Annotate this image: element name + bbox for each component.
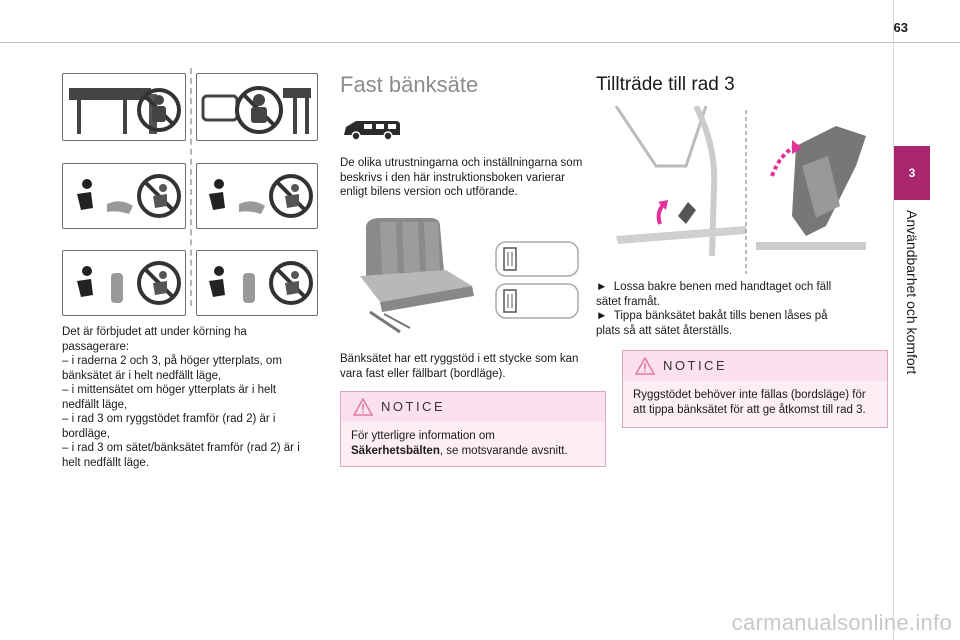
notice-rest: , se motsvarande avsnitt. [439,444,568,457]
passenger-restrictions-text [62,325,324,470]
warning-triangle-icon [353,398,373,416]
folded-seat-forbidden-2 [196,250,318,316]
section-title-fast-bankseate: Fast bänksäte [340,72,479,97]
text-line: – i rad 3 om sätet/bänksätet framför (rad 2) är i [62,442,300,454]
notice-line [351,444,595,459]
flat-seat-forbidden-2 [196,163,318,229]
section-title-tilltrade: Tillträde till rad 3 [596,74,735,95]
table-seat-icon [63,74,185,140]
bullet-arrow-icon: ► [596,310,608,322]
step-line [596,309,886,324]
text-line: – i mittensätet om höger ytterplats är i helt [62,384,277,396]
fast-bankseate-intro [340,156,604,200]
vehicle-version-icon [340,113,404,145]
warning-triangle-icon [635,357,655,375]
text-line: – i raderna 2 och 3, på höger ytterplats, om [62,355,282,367]
text-line: passagerare: [62,340,130,353]
chapter-title-text: Användbarhet och komfort [904,210,920,375]
notice-line: För ytterligre information om [351,430,495,442]
notice-text [623,381,887,425]
notice-header [623,351,887,381]
text-line: Bänksätet har ett ryggstöd i ett stycke som kan [340,353,579,365]
text-line: Det är förbjudet att under körning ha [62,326,247,338]
passenger-forbidden-icon [197,164,317,228]
passenger-forbidden-icon [63,164,185,228]
table-mode-forbidden-right [196,73,318,141]
step-text: Tippa bänksätet bakåt tills benen låses på [613,310,828,322]
header-rule [0,42,960,43]
folded-seat-forbidden-1 [62,250,186,316]
text-line: bänksätet är i helt nedfällt läge, [62,369,222,382]
bullet-arrow-icon: ► [596,281,608,293]
icon-grid-divider [190,68,192,306]
step-line: sätet framåt. [596,295,660,308]
notice-box-seatbelts [340,391,606,467]
notice-header [341,392,605,422]
passenger-forbidden-icon [197,251,317,315]
row3-access-illustration [596,106,886,274]
row3-steps [596,280,886,338]
text-line: vara fast eller fällbart (bordläge). [340,367,506,380]
passenger-forbidden-icon [63,251,185,315]
notice-line: att tippa bänksätet för att ge åtkomst till rad 3. [633,403,866,416]
text-line: nedfällt läge, [62,398,128,411]
notice-label: NOTICE [381,399,446,414]
step-line [596,280,886,295]
watermark: carmanualsonline.info [731,610,952,635]
page-number: 63 [893,20,908,35]
text-line: – i rad 3 om ryggstödet framför (rad 2) är i [62,413,276,425]
notice-box-backrest [622,350,888,428]
seat-tilt-image [596,106,886,274]
table-seat-icon [197,74,317,140]
notice-label: NOTICE [663,358,728,373]
bench-seat-caption [340,352,604,381]
step-text: Lossa bakre benen med handtaget och fäll [613,281,832,293]
text-line: bordläge, [62,427,110,440]
text-line: helt nedfällt läge. [62,456,149,469]
text-line: beskrivs i den här instruktionsboken varierar [340,171,565,184]
notice-text [341,422,605,466]
step-line: plats så att sätet återställs. [596,324,733,337]
table-mode-forbidden-left [62,73,186,141]
bench-seat-image [340,212,604,340]
notice-line: Ryggstödet behöver inte fällas (bordsläge) för [633,389,866,401]
chapter-tab[interactable]: 3 [894,146,930,200]
text-line: enligt bilens version och utförande. [340,186,518,198]
flat-seat-forbidden-1 [62,163,186,229]
seatbelt-link-text[interactable]: Säkerhetsbälten [351,444,440,457]
chapter-title [894,190,930,420]
bench-seat-illustration [340,212,604,340]
text-line: De olika utrustningarna och inställningarna som [340,157,583,169]
van-icon [340,113,404,145]
